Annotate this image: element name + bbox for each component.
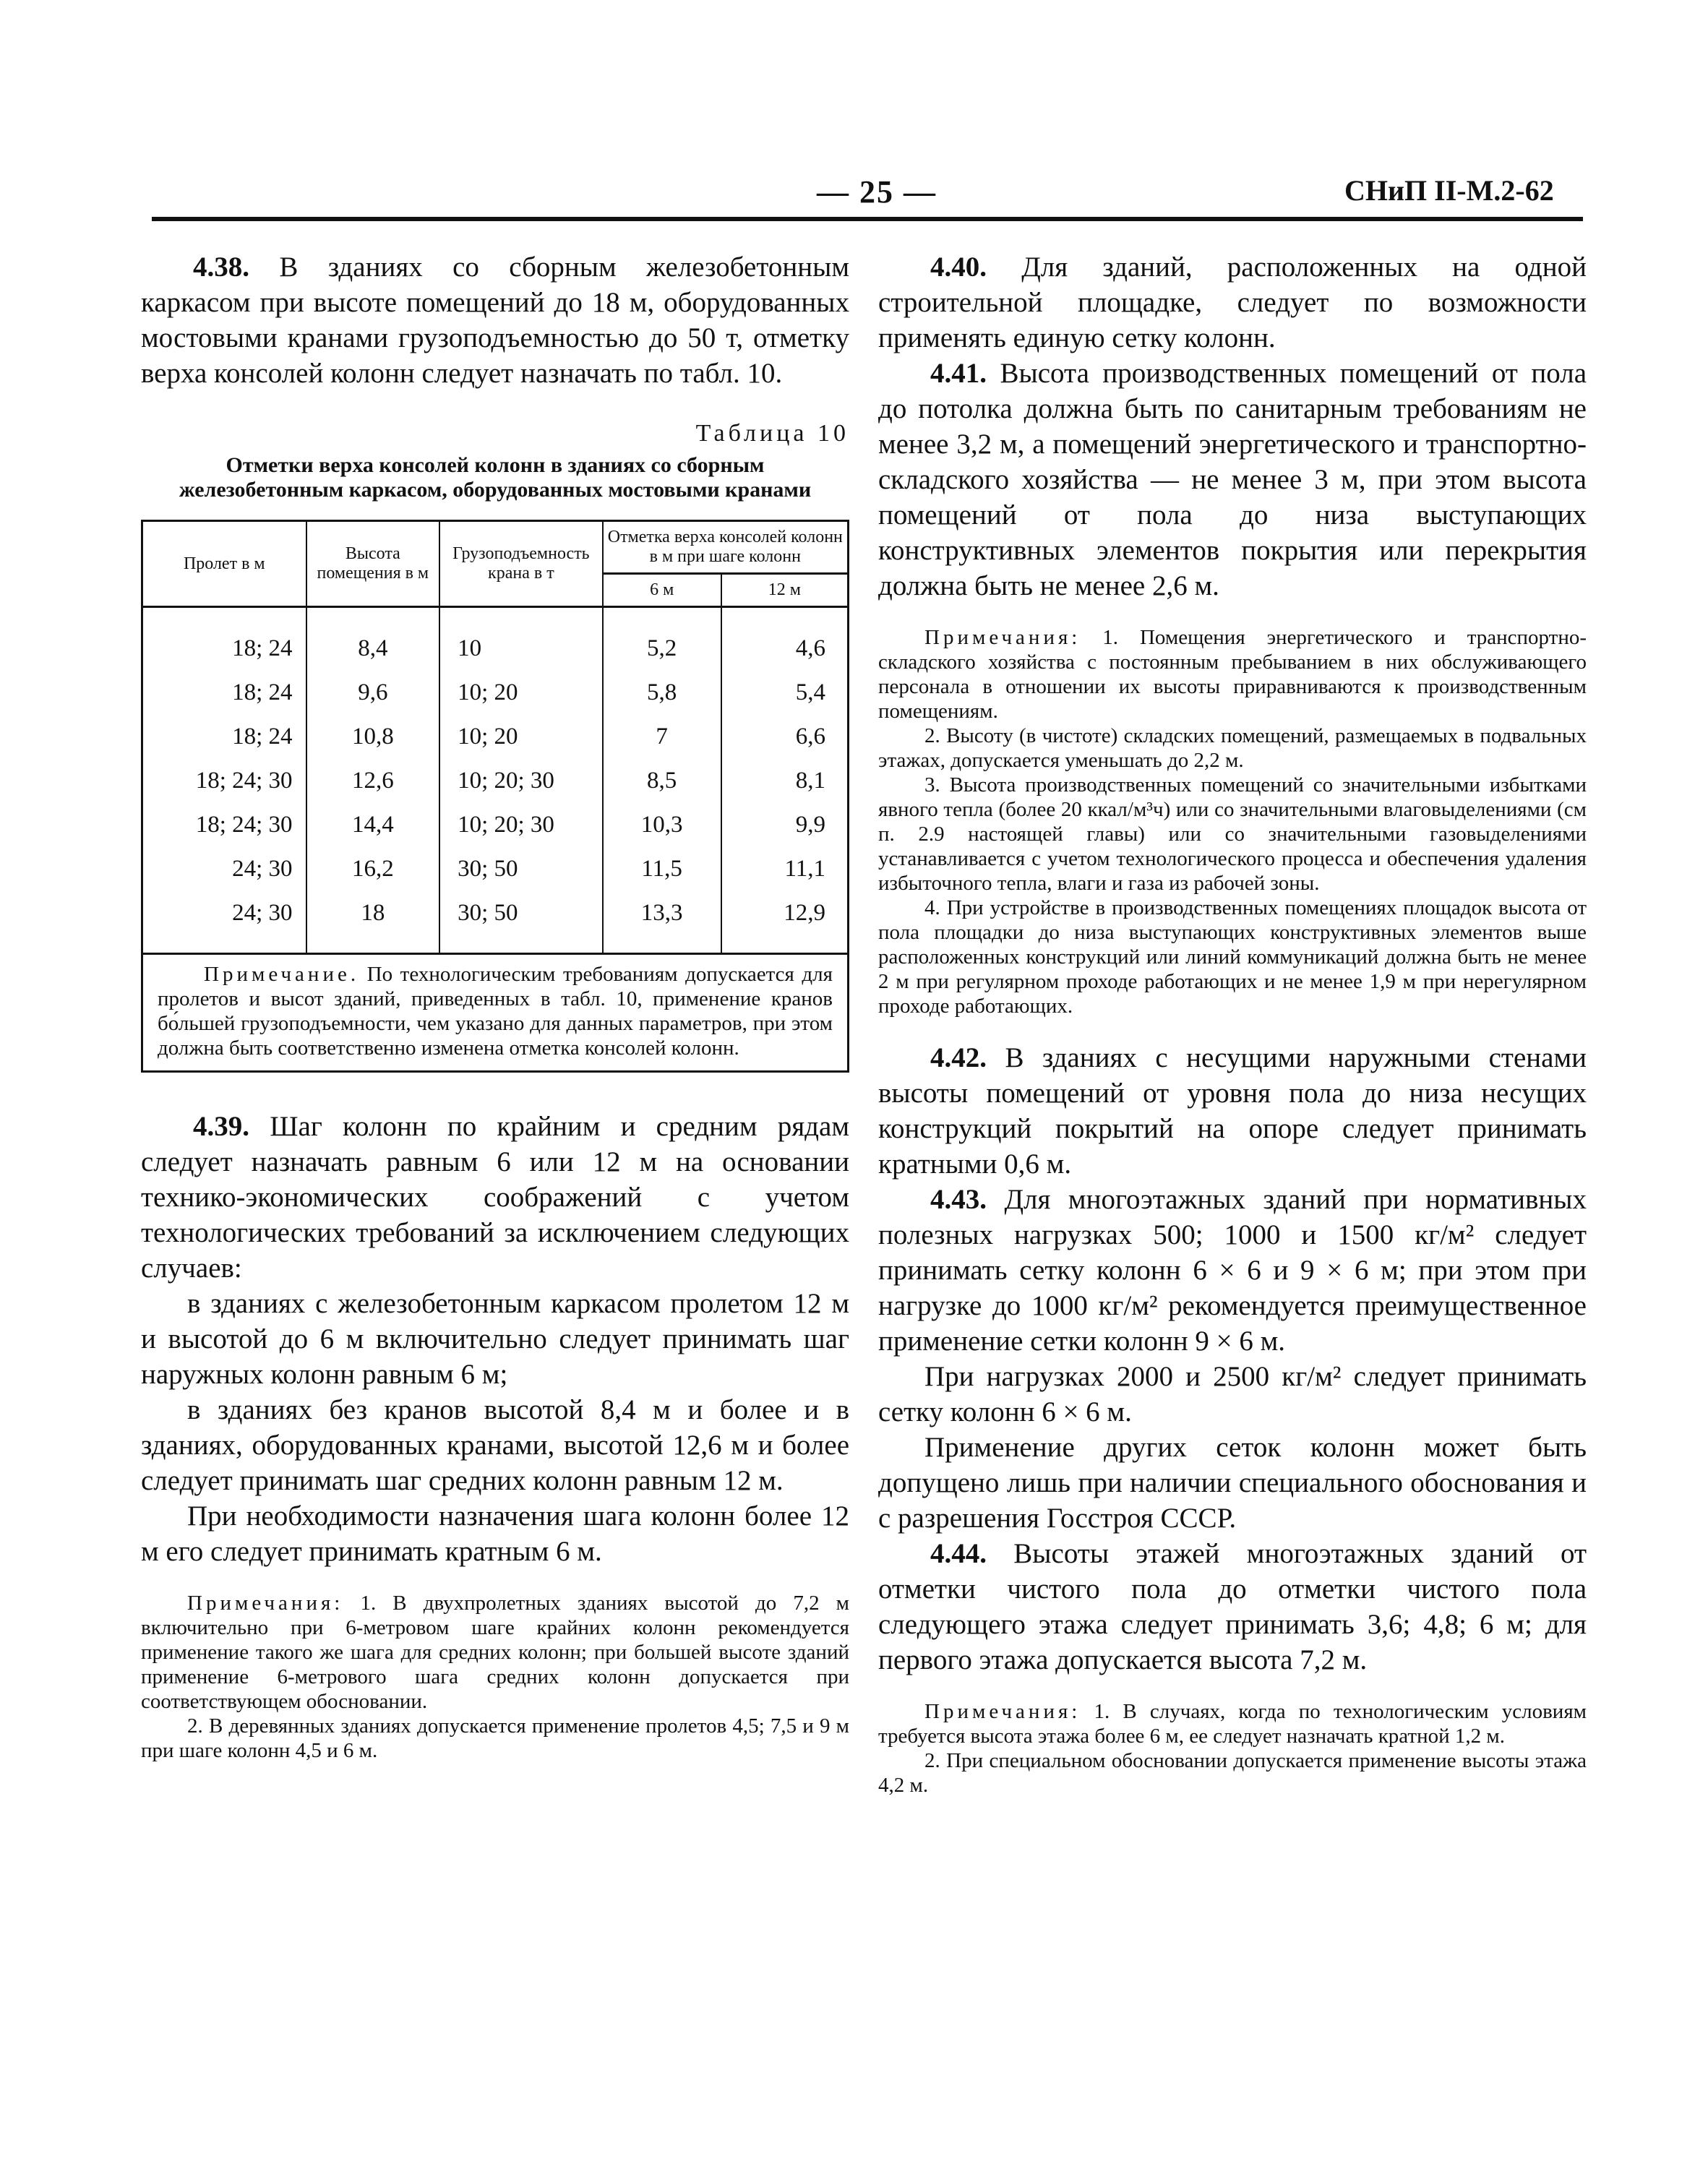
paragraph-text: Применение других сеток колонн может быть допущено лишь при наличии специального обоснования и с разрешения Госстроя СССР. <box>878 1432 1587 1534</box>
paragraph-number: 4.43. <box>930 1184 987 1215</box>
cell-mark-6: 7 <box>603 715 721 759</box>
paragraph-text: При необходимости назначения шага колонн более 12 м его следует принимать кратным 6 м. <box>141 1500 849 1567</box>
table-title: Отметки верха консолей колонн в зданиях со сборным железобетонным каркасом, оборудованных мостовыми кранами <box>179 453 812 502</box>
paragraph-4-38 <box>141 249 849 391</box>
header-height: Высота помещения в м <box>306 521 440 607</box>
cell-mark-6: 13,3 <box>603 891 721 953</box>
cell-span: 18; 24 <box>232 635 293 661</box>
cell-capacity: 10 <box>439 607 603 671</box>
note <box>878 625 1587 723</box>
paragraph-number: 4.42. <box>930 1042 987 1073</box>
paragraph-4-41 <box>878 356 1587 604</box>
note-label: Примечания: <box>924 1700 1081 1723</box>
cell-span: 18; 24; 30 <box>195 768 293 794</box>
paragraph-text: Шаг колонн по крайним и средним рядам следует назначать равным 6 или 12 м на основании технико-экономических соображений с учетом технологических требований за исключением следующих случаев: <box>141 1111 849 1284</box>
paragraph-text: В зданиях с несущими наружными стенами высоты помещений от уровня пола до низа несущих конструкций покрытий на опоре следует принимать кратными 0,6 м. <box>878 1042 1587 1180</box>
cell-mark-12: 11,1 <box>721 847 847 891</box>
cell-height: 9,6 <box>306 671 440 715</box>
note-text: 1. В двухпролетных зданиях высотой до 7,2 м включительно при 6-метровом шаге крайних колонн рекомендуется применение такого же шага для средних колонн; при большей высоте зданий применение 6-метрового шага средних колонн допускается при соответствующем обосновании. <box>141 1592 850 1713</box>
paragraph-number: 4.41. <box>930 358 987 389</box>
note-text: По технологическим требованиям допускается для пролетов и высот зданий, приведенных в табл. 10, применение кранов бо́льшей грузоподъемности, чем указано для данных параметров, при этом должна быть соответственно изменена отметка консолей колонн. <box>158 963 833 1060</box>
paragraph-text: Для многоэтажных зданий при нормативных полезных нагрузках 500; 1000 и 1500 кг/м² следует принимать сетку колонн 6 × 6 и 9 × 6 м; при этом при нагрузке до 1000 кг/м² рекомендуется преимущественное применение сетки колонн 9 × 6 м. <box>878 1184 1587 1357</box>
header-capacity: Грузоподъемность крана в т <box>439 521 603 607</box>
table-row <box>143 715 847 759</box>
document-code: СНиП II-М.2-62 <box>1344 174 1554 207</box>
table-row <box>143 847 847 891</box>
paragraph-number: 4.39. <box>193 1111 249 1142</box>
note: 4. При устройстве в производственных помещениях площадок высота от пола площадки до низа выступающих конструктивных элементов выше расположенных конструкций или линий коммуникаций должна быть не менее 2 м при регулярном проходе работающих и не менее 1,9 м при нерегулярном проходе работающих. <box>878 896 1587 1018</box>
paragraph-text: Высоты этажей многоэтажных зданий от отметки чистого пола до отметки чистого пола следующего этажа следует принимать 3,6; 4,8; 6 м; для первого этажа допускается высота 7,2 м. <box>878 1538 1587 1675</box>
note-label: Примечания: <box>187 1592 344 1615</box>
cell-height: 18 <box>306 891 440 953</box>
paragraph-text: Для зданий, расположенных на одной строительной площадке, следует по возможности применять единую сетку колонн. <box>878 252 1587 353</box>
note-text: 1. В случаях, когда по технологическим условиям требуется высота этажа более 6 м, ее следует назначать кратной 1,2 м. <box>878 1700 1587 1748</box>
cell-mark-12: 4,6 <box>721 607 847 671</box>
cell-mark-6: 11,5 <box>603 847 721 891</box>
cell-mark-12: 8,1 <box>721 759 847 803</box>
paragraph-text: В зданиях со сборным железобетонным каркасом при высоте помещений до 18 м, оборудованных мостовыми кранами грузоподъемностью до 50 т, отметку верха консолей колонн следует назначать по табл. 10. <box>141 252 849 389</box>
note: 3. Высота производственных помещений со значительными избытками явного тепла (более 20 ккал/м³ч) или со значительными влаговыделениями (см п. 2.9 настоящей главы) или со значительными газовыделениями устанавливается с учетом технологического процесса и обеспечения удаления избыточного тепла, влаги и газа из рабочей зоны. <box>878 773 1587 895</box>
paragraph-text: в зданиях без кранов высотой 8,4 м и более и в зданиях, оборудованных кранами, высотой 12,6 м и более следует принимать шаг средних колонн равным 12 м. <box>141 1394 849 1496</box>
cell-mark-6: 10,3 <box>603 803 721 847</box>
cell-span: 18; 24; 30 <box>195 812 293 838</box>
header-span: Пролет в м <box>143 521 306 607</box>
cell-height: 14,4 <box>306 803 440 847</box>
note: 2. Высоту (в чистоте) складских помещений, размещаемых в подвальных этажах, допускается уменьшать до 2,2 м. <box>878 724 1587 772</box>
cell-mark-6: 5,2 <box>603 607 721 671</box>
table-note <box>143 953 847 1070</box>
cell-mark-12: 6,6 <box>721 715 847 759</box>
cell-height: 12,6 <box>306 759 440 803</box>
paragraph-4-43 <box>878 1182 1587 1359</box>
table-row <box>143 759 847 803</box>
cell-span: 18; 24 <box>232 723 293 750</box>
cell-height: 10,8 <box>306 715 440 759</box>
cell-height: 8,4 <box>306 607 440 671</box>
table-row <box>143 671 847 715</box>
note: 2. В деревянных зданиях допускается применение пролетов 4,5; 7,5 и 9 м при шаге колонн 4,5 и 6 м. <box>141 1714 849 1762</box>
note: 2. При специальном обосновании допускается применение высоты этажа 4,2 м. <box>878 1749 1587 1797</box>
cell-mark-12: 12,9 <box>721 891 847 953</box>
note-label: Примечание. <box>204 963 360 986</box>
cell-span: 18; 24 <box>232 679 293 705</box>
cell-capacity: 30; 50 <box>439 847 603 891</box>
header-mark: Отметка верха консолей колонн в м при шаге колонн <box>603 521 847 574</box>
paragraph-number: 4.40. <box>930 252 987 283</box>
cell-capacity: 10; 20 <box>439 715 603 759</box>
cell-span: 24; 30 <box>232 900 293 926</box>
note-label: Примечания: <box>924 626 1081 649</box>
paragraph-4-42 <box>878 1040 1587 1182</box>
cell-span: 24; 30 <box>232 856 293 882</box>
paragraph-text: При нагрузках 2000 и 2500 кг/м² следует принимать сетку колонн 6 × 6 м. <box>878 1361 1587 1427</box>
paragraph-number: 4.38. <box>193 252 249 283</box>
left-column <box>141 249 849 1763</box>
paragraph-4-40 <box>878 249 1587 356</box>
note <box>141 1591 849 1714</box>
paragraph-number: 4.44. <box>930 1538 987 1569</box>
cell-capacity: 10; 20 <box>439 671 603 715</box>
page-number: — 25 — <box>817 174 937 210</box>
cell-capacity: 30; 50 <box>439 891 603 953</box>
cell-mark-6: 8,5 <box>603 759 721 803</box>
table-row <box>143 607 847 671</box>
cell-capacity: 10; 20; 30 <box>439 759 603 803</box>
right-column <box>878 249 1587 1798</box>
cell-height: 16,2 <box>306 847 440 891</box>
header-divider <box>152 217 1583 221</box>
paragraph-text: в зданиях с железобетонным каркасом пролетом 12 м и высотой до 6 м включительно следует принимать шаг наружных колонн равным 6 м; <box>141 1288 849 1390</box>
table-label: Таблица 10 <box>695 420 849 447</box>
note-text: 1. Помещения энергетического и транспортно-складского хозяйства с постоянным пребыванием в них обслуживающего персонала в отношении их высоты приравниваются к производственным помещениям. <box>878 626 1587 723</box>
paragraph-4-44 <box>878 1536 1587 1678</box>
header-step-12: 12 м <box>721 574 847 607</box>
note <box>878 1699 1587 1748</box>
cell-mark-12: 5,4 <box>721 671 847 715</box>
cell-mark-12: 9,9 <box>721 803 847 847</box>
paragraph-4-39 <box>141 1109 849 1286</box>
cell-mark-6: 5,8 <box>603 671 721 715</box>
cell-capacity: 10; 20; 30 <box>439 803 603 847</box>
table-row <box>143 803 847 847</box>
table-10 <box>141 520 849 1073</box>
paragraph-text: Высота производственных помещений от пола до потолка должна быть по санитарным требованиям не менее 3,2 м, а помещений энергетического и транспортно-складского хозяйства — не менее 3 м, при этом высота помещений от пола до низа выступающих конструктивных элементов покрытия или перекрытия должна быть не менее 2,6 м. <box>878 358 1587 601</box>
table-row <box>143 891 847 953</box>
header-step-6: 6 м <box>603 574 721 607</box>
